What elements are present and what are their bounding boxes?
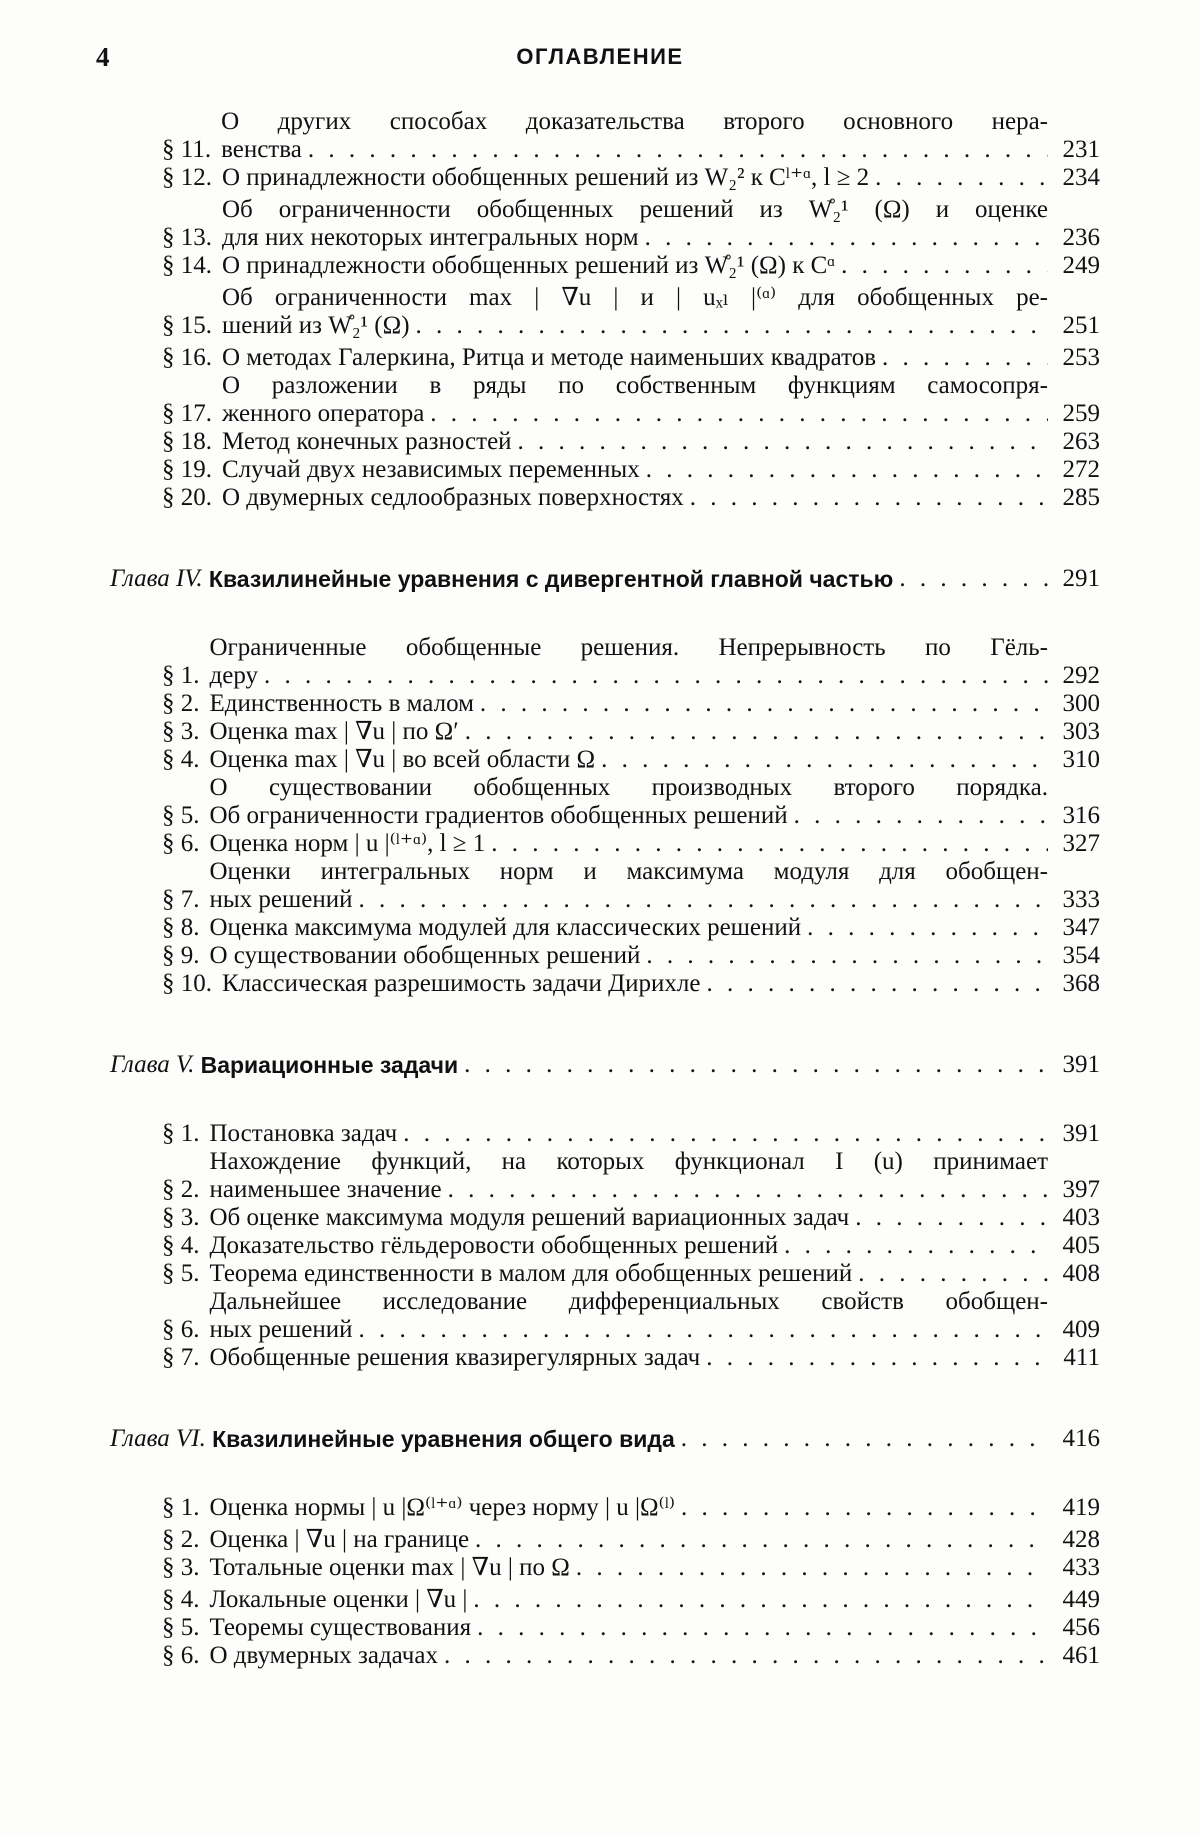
toc-section-row (110, 1344, 1100, 1372)
section-number: § 17. (162, 400, 212, 427)
section-page-number: 405 (1062, 1232, 1100, 1259)
section-number: § 4. (162, 746, 200, 773)
leader-dots (469, 1526, 1048, 1554)
toc-section-row (110, 456, 1100, 484)
section-number: § 13. (162, 224, 212, 251)
toc-section-row (110, 284, 1100, 340)
section-page-number: 433 (1062, 1554, 1100, 1581)
section-number: § 1. (162, 662, 200, 689)
toc-section-row (110, 1120, 1100, 1148)
leader-dots (471, 1614, 1048, 1642)
running-title: ОГЛАВЛЕНИЕ (516, 44, 684, 69)
leader-dots (353, 886, 1048, 914)
leader-dots (788, 802, 1048, 830)
section-title (200, 1120, 1101, 1148)
title-text: О методах Галеркина, Ритца и методе наименьших квадратов (222, 344, 877, 371)
section-page-number: 403 (1062, 1204, 1100, 1231)
section-title-line (222, 456, 1100, 484)
section-page-number: 461 (1062, 1642, 1100, 1669)
section-page-number: 333 (1062, 886, 1100, 913)
section-title (200, 1288, 1101, 1344)
section-number: § 3. (162, 718, 200, 745)
section-title-line: Об ограниченности обобщенных решений из W̊₂¹ (Ω) и оценке (222, 196, 1048, 223)
section-title-line (210, 1526, 1101, 1554)
section-title-line (222, 312, 1100, 340)
leader-dots (474, 690, 1048, 718)
section-title-line: Дальнейшее исследование дифференциальных свойств обобщен- (209, 1288, 1048, 1315)
leader-dots (595, 746, 1048, 774)
section-title (200, 634, 1101, 690)
section-page-number: 285 (1062, 484, 1100, 511)
section-number: § 6. (162, 1642, 200, 1669)
chapter-page-number: 291 (1062, 565, 1100, 592)
leader-dots (570, 1554, 1048, 1582)
leader-dots (852, 1260, 1048, 1288)
title-text: О существовании обобщенных решений (209, 942, 641, 969)
toc-section-row (110, 858, 1100, 914)
section-title (200, 690, 1101, 718)
section-page-number: 449 (1062, 1586, 1100, 1613)
section-number: § 3. (162, 1204, 200, 1231)
section-title (200, 1614, 1101, 1642)
section-page-number: 231 (1062, 136, 1100, 163)
title-text: Постановка задач (209, 1120, 398, 1147)
leader-dots (700, 1344, 1048, 1372)
section-number: § 11. (162, 136, 212, 163)
table-of-contents (110, 108, 1100, 1670)
section-title (212, 196, 1100, 252)
section-page-number: 236 (1062, 224, 1100, 251)
section-page-number: 303 (1062, 718, 1100, 745)
section-title-line (222, 970, 1100, 998)
chapter-page-number: 391 (1062, 1051, 1100, 1078)
toc-section-row (110, 1260, 1100, 1288)
toc-section-row (110, 372, 1100, 428)
section-page-number: 253 (1062, 344, 1100, 371)
section-title (212, 372, 1100, 428)
row-spacer (110, 594, 1100, 634)
leader-dots (849, 1204, 1048, 1232)
section-number: § 6. (162, 1316, 200, 1343)
leader-dots (835, 252, 1048, 280)
section-page-number: 354 (1062, 942, 1100, 969)
section-title (200, 1554, 1101, 1582)
section-number: § 7. (162, 886, 200, 913)
section-number: § 3. (162, 1554, 200, 1581)
section-title-line (210, 1176, 1101, 1204)
leader-dots (675, 1494, 1048, 1522)
section-page-number: 272 (1062, 456, 1100, 483)
toc-section-row (110, 428, 1100, 456)
title-text: О двумерных задачах (209, 1642, 438, 1669)
section-title-line (210, 914, 1101, 942)
section-title (200, 830, 1101, 858)
leader-dots (801, 914, 1048, 942)
title-text: Случай двух независимых переменных (222, 456, 640, 483)
section-title-line (210, 886, 1101, 914)
row-spacer (110, 1454, 1100, 1494)
leader-dots (639, 224, 1048, 252)
leader-dots (410, 312, 1048, 340)
section-title-line (210, 718, 1101, 746)
section-page-number: 251 (1062, 312, 1100, 339)
toc-section-row (110, 1526, 1100, 1554)
section-title (212, 284, 1100, 340)
leader-dots (675, 1424, 1048, 1454)
section-title (200, 914, 1101, 942)
leader-dots (458, 1050, 1048, 1080)
chapter-title: Вариационные задачи (200, 1052, 459, 1078)
section-title (200, 1204, 1101, 1232)
section-page-number: 411 (1063, 1344, 1100, 1371)
leader-dots (778, 1232, 1048, 1260)
title-text: Обобщенные решения квазирегулярных задач (209, 1344, 701, 1371)
section-title-line (210, 1232, 1101, 1260)
page-number: 4 (96, 42, 110, 72)
chapter-number: Глава VI. (110, 1425, 213, 1452)
section-title-line (210, 1554, 1101, 1582)
section-title-line (210, 1120, 1101, 1148)
section-page-number: 456 (1062, 1614, 1100, 1641)
section-number: § 15. (162, 312, 212, 339)
section-title (200, 942, 1101, 970)
section-number: § 10. (162, 970, 212, 997)
title-text: Оценка норм | u |⁽ˡ⁺ᵅ⁾, l ≥ 1 (209, 830, 486, 857)
row-spacer (110, 998, 1100, 1050)
title-text: Локальные оценки | ∇u | (209, 1586, 468, 1613)
title-text: Оценка max | ∇u | во всей области Ω (209, 746, 596, 773)
section-number: § 5. (162, 802, 200, 829)
section-title-line (221, 136, 1100, 164)
section-title (200, 1526, 1101, 1554)
toc-section-row (110, 718, 1100, 746)
leader-dots (424, 400, 1048, 428)
title-text: О принадлежности обобщенных решений из W̊₂¹ (Ω) к Cᵅ (222, 252, 836, 279)
leader-dots (397, 1120, 1048, 1148)
section-title-line: О существовании обобщенных производных второго порядка. (209, 774, 1048, 801)
title-text: Теоремы существования (209, 1614, 472, 1641)
section-number: § 16. (162, 344, 212, 371)
section-title (200, 1344, 1101, 1372)
leader-dots (467, 1586, 1048, 1614)
section-page-number: 428 (1062, 1526, 1100, 1553)
title-text: Метод конечных разностей (222, 428, 512, 455)
title-text: Доказательство гёльдеровости обобщенных решений (209, 1232, 779, 1259)
row-spacer (110, 1080, 1100, 1120)
section-title-line (210, 830, 1101, 858)
section-number: § 20. (162, 484, 212, 511)
section-number: § 2. (162, 1526, 200, 1553)
section-title-line (210, 1204, 1101, 1232)
section-title-line (210, 746, 1101, 774)
section-number: § 4. (162, 1232, 200, 1259)
section-title-line (222, 400, 1100, 428)
section-page-number: 310 (1062, 746, 1100, 773)
toc-section-row (110, 1586, 1100, 1614)
section-page-number: 391 (1062, 1120, 1100, 1147)
leader-dots (442, 1176, 1048, 1204)
leader-dots (876, 344, 1048, 372)
section-title-line: Ограниченные обобщенные решения. Непрерывность по Гёль- (209, 634, 1048, 661)
section-title-line (210, 1614, 1101, 1642)
section-title-line: О разложении в ряды по собственным функциям самосопря- (222, 372, 1048, 399)
leader-dots (302, 136, 1048, 164)
section-title (211, 108, 1100, 164)
leader-dots (438, 1642, 1048, 1670)
section-page-number: 397 (1062, 1176, 1100, 1203)
row-spacer (110, 512, 1100, 564)
section-title (212, 252, 1100, 280)
toc-section-row (110, 344, 1100, 372)
toc-section-row (110, 1614, 1100, 1642)
section-title-line (222, 344, 1100, 372)
toc-section-row (110, 108, 1100, 164)
toc-section-row (110, 1554, 1100, 1582)
section-number: § 1. (162, 1494, 200, 1521)
section-number: § 14. (162, 252, 212, 279)
title-text: О принадлежности обобщенных решений из W₂² к Cˡ⁺ᵅ, l ≥ 2 (222, 164, 870, 191)
toc-section-row (110, 970, 1100, 998)
title-text: ных решений (209, 886, 353, 913)
title-text: Единственность в малом (209, 690, 474, 717)
leader-dots (459, 718, 1048, 746)
toc-section-row (110, 634, 1100, 690)
section-title-line: Оценки интегральных норм и максимума модуля для обобщен- (209, 858, 1048, 885)
toc-chapter-row (110, 1424, 1100, 1454)
toc-section-row (110, 830, 1100, 858)
section-page-number: 409 (1062, 1316, 1100, 1343)
section-number: § 1. (162, 1120, 200, 1147)
leader-dots (485, 830, 1048, 858)
section-title (200, 1260, 1101, 1288)
toc-section-row (110, 914, 1100, 942)
section-title (212, 456, 1100, 484)
section-title-line (210, 690, 1101, 718)
section-title-line (210, 1260, 1101, 1288)
section-page-number: 249 (1062, 252, 1100, 279)
section-page-number: 316 (1062, 802, 1100, 829)
section-title-line (210, 1344, 1101, 1372)
section-page-number: 259 (1062, 400, 1100, 427)
toc-section-row (110, 690, 1100, 718)
section-page-number: 300 (1062, 690, 1100, 717)
title-text: Оценка | ∇u | на границе (209, 1526, 470, 1553)
section-number: § 4. (162, 1586, 200, 1613)
row-spacer (110, 1372, 1100, 1424)
section-title-line (210, 802, 1101, 830)
leader-dots (701, 970, 1048, 998)
section-number: § 6. (162, 830, 200, 857)
section-title-line (222, 252, 1100, 280)
section-number: § 2. (162, 1176, 200, 1203)
section-page-number: 292 (1062, 662, 1100, 689)
title-text: Классическая разрешимость задачи Дирихле (222, 970, 701, 997)
section-title (212, 428, 1100, 456)
title-text: деру (209, 662, 258, 689)
section-number: § 19. (162, 456, 212, 483)
section-page-number: 408 (1062, 1260, 1100, 1287)
toc-section-row (110, 1494, 1100, 1522)
title-text: Оценка нормы | u |Ω⁽ˡ⁺ᵅ⁾ через норму | u |Ω⁽ˡ⁾ (209, 1494, 675, 1521)
chapter-number: Глава V. (110, 1051, 201, 1078)
toc-section-row (110, 942, 1100, 970)
section-title (200, 1586, 1101, 1614)
section-title (212, 164, 1100, 192)
title-text: для них некоторых интегральных норм (222, 224, 639, 251)
section-number: § 9. (162, 942, 200, 969)
section-number: § 5. (162, 1260, 200, 1287)
toc-section-row (110, 196, 1100, 252)
section-title-line: О других способах доказательства второго основного нера- (221, 108, 1048, 135)
section-title (200, 1232, 1101, 1260)
title-text: Об оценке максимума модуля решений вариационных задач (209, 1204, 850, 1231)
title-text: Тотальные оценки max | ∇u | по Ω (209, 1554, 570, 1581)
chapter-title: Квазилинейные уравнения с дивергентной главной частью (208, 566, 894, 592)
section-title-line: Нахождение функций, на которых функционал I (u) принимает (209, 1148, 1048, 1175)
toc-section-row (110, 774, 1100, 830)
section-title (200, 858, 1101, 914)
section-page-number: 327 (1062, 830, 1100, 857)
section-page-number: 234 (1062, 164, 1100, 191)
title-text: О двумерных седлообразных поверхностях (222, 484, 684, 511)
leader-dots (512, 428, 1048, 456)
leader-dots (353, 1316, 1048, 1344)
section-title-line: Об ограниченности max | ∇u | и | uₓₗ |⁽ᵅ⁾ для обобщенных ре- (222, 284, 1048, 311)
section-title (200, 1642, 1101, 1670)
title-text: венства (221, 136, 302, 163)
section-page-number: 263 (1062, 428, 1100, 455)
section-title-line (222, 224, 1100, 252)
section-title (200, 774, 1101, 830)
leader-dots (869, 164, 1048, 192)
title-text: шений из W̊₂¹ (Ω) (222, 312, 410, 339)
section-title (212, 970, 1100, 998)
section-number: § 7. (162, 1344, 200, 1371)
toc-section-row (110, 746, 1100, 774)
title-text: Об ограниченности градиентов обобщенных решений (209, 802, 788, 829)
leader-dots (258, 662, 1048, 690)
toc-section-row (110, 252, 1100, 280)
section-title (212, 484, 1100, 512)
section-title-line (210, 662, 1101, 690)
title-text: Оценка максимума модулей для классических решений (209, 914, 802, 941)
toc-section-row (110, 1288, 1100, 1344)
leader-dots (684, 484, 1048, 512)
section-title (200, 718, 1101, 746)
title-text: Оценка max | ∇u | по Ω′ (209, 718, 459, 745)
section-title (200, 746, 1101, 774)
title-text: женного оператора (222, 400, 425, 427)
chapter-title: Квазилинейные уравнения общего вида (212, 1426, 675, 1452)
section-title-line (210, 942, 1101, 970)
section-title-line (210, 1642, 1101, 1670)
title-text: наименьшее значение (209, 1176, 442, 1203)
title-text: Теорема единственности в малом для обобщенных решений (209, 1260, 853, 1287)
toc-chapter-row (110, 564, 1100, 594)
toc-section-row (110, 484, 1100, 512)
toc-section-row (110, 1232, 1100, 1260)
title-text: ных решений (209, 1316, 353, 1343)
section-title-line (210, 1494, 1101, 1522)
section-title-line (222, 164, 1100, 192)
section-number: § 18. (162, 428, 212, 455)
section-title (212, 344, 1100, 372)
toc-section-row (110, 1148, 1100, 1204)
section-number: § 2. (162, 690, 200, 717)
leader-dots (640, 456, 1048, 484)
section-page-number: 419 (1062, 1494, 1100, 1521)
section-title-line (222, 428, 1100, 456)
chapter-page-number: 416 (1062, 1425, 1100, 1452)
chapter-number: Глава IV. (110, 565, 209, 592)
toc-section-row (110, 164, 1100, 192)
section-title-line (210, 1586, 1101, 1614)
section-title-line (210, 1316, 1101, 1344)
toc-section-row (110, 1204, 1100, 1232)
toc-chapter-row (110, 1050, 1100, 1080)
toc-section-row (110, 1642, 1100, 1670)
section-title (200, 1148, 1101, 1204)
leader-dots (640, 942, 1048, 970)
section-number: § 12. (162, 164, 212, 191)
section-page-number: 347 (1062, 914, 1100, 941)
section-title (200, 1494, 1101, 1522)
section-title-line (222, 484, 1100, 512)
section-number: § 8. (162, 914, 200, 941)
leader-dots (893, 564, 1048, 594)
section-page-number: 368 (1062, 970, 1100, 997)
section-number: § 5. (162, 1614, 200, 1641)
